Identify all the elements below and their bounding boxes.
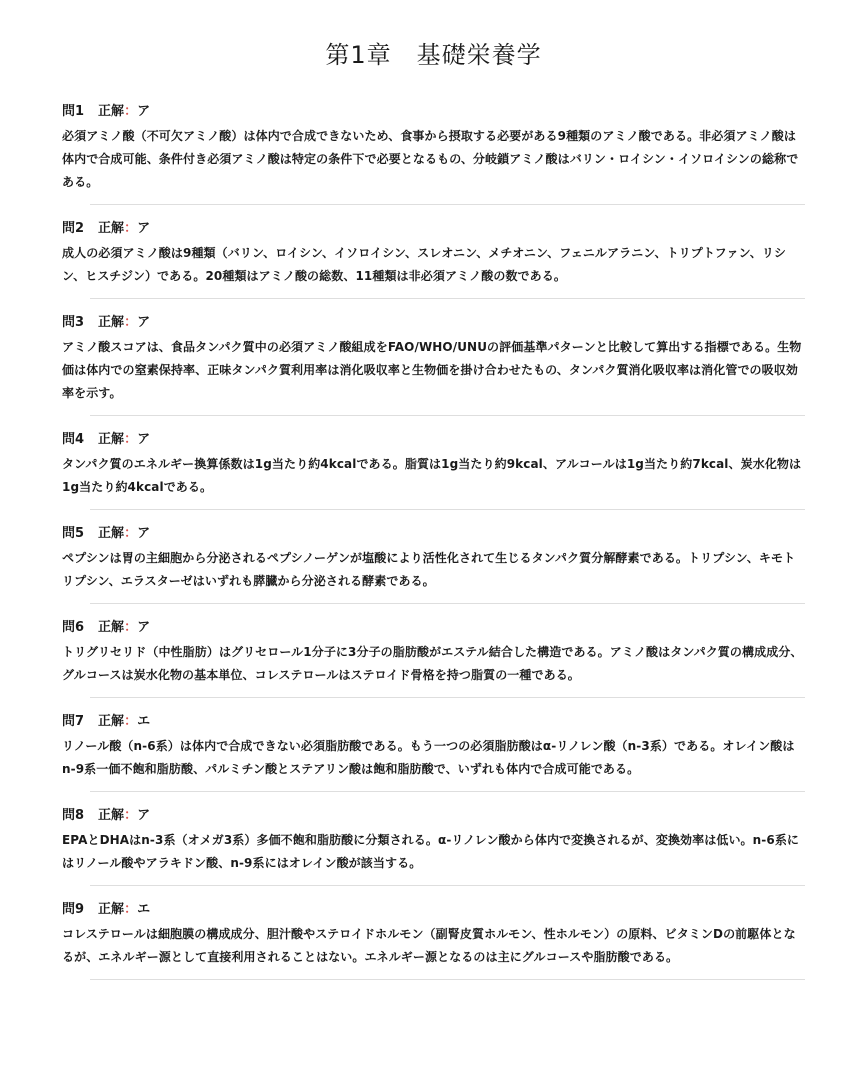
section-divider [90,791,805,792]
question-block [62,524,805,604]
answer-value: ア [137,808,151,823]
question-number: 問8 [62,808,85,823]
answer-value: ア [137,432,151,447]
answer-colon: ： [124,902,138,917]
question-list [62,102,805,980]
question-block [62,313,805,416]
answer-colon: ： [124,104,138,119]
explanation-text: タンパク質のエネルギー換算係数は1g当たり約4kcalである。脂質は1g当たり約9kcal、アルコールは1g当たり約7kcal、炭水化物は1g当たり約4kcalである。 [62,457,802,494]
question-block [62,102,805,205]
section-divider [90,979,805,980]
question-header [62,806,805,826]
answer-label: 正解 [98,526,125,541]
answer-colon: ： [124,808,138,823]
answer-label: 正解 [98,714,125,729]
question-header [62,313,805,333]
answer-colon: ： [124,432,138,447]
explanation-text: コレステロールは細胞膜の構成成分、胆汁酸やステロイドホルモン（副腎皮質ホルモン、性ホルモン）の原料、ビタミンDの前駆体となるが、エネルギー源として直接利用されることはない。エネルギー源となるのは主にグルコースや脂肪酸である。 [62,927,796,964]
explanation-text: リノール酸（n-6系）は体内で合成できない必須脂肪酸である。もう一つの必須脂肪酸はα-リノレン酸（n-3系）である。オレイン酸はn-9系一価不飽和脂肪酸、パルミチン酸とステアリン酸は飽和脂肪酸で、いずれも体内で合成可能である。 [62,739,795,776]
answer-label: 正解 [98,620,125,635]
question-block [62,618,805,698]
question-block [62,712,805,792]
answer-colon: ： [124,526,138,541]
answer-label: 正解 [98,315,125,330]
question-number: 問5 [62,526,85,541]
question-number: 問9 [62,902,85,917]
section-divider [90,204,805,205]
answer-label: 正解 [98,902,125,917]
answer-label: 正解 [98,432,125,447]
question-header [62,712,805,732]
question-header [62,219,805,239]
explanation-text: 成人の必須アミノ酸は9種類（バリン、ロイシン、イソロイシン、スレオニン、メチオニン、フェニルアラニン、トリプトファン、リシン、ヒスチジン）である。20種類はアミノ酸の総数、11種類は非必須アミノ酸の数である。 [62,246,787,283]
question-block [62,430,805,510]
answer-value: ア [137,104,151,119]
explanation-text: 必須アミノ酸（不可欠アミノ酸）は体内で合成できないため、食事から摂取する必要がある9種類のアミノ酸である。非必須アミノ酸は体内で合成可能、条件付き必須アミノ酸は特定の条件下で必要となるもの、分岐鎖アミノ酸はバリン・ロイシン・イソロイシンの総称である。 [62,129,799,189]
question-header [62,618,805,638]
answer-value: ア [137,315,151,330]
question-number: 問2 [62,221,85,236]
answer-label: 正解 [98,808,125,823]
chapter-title: 第1章 基礎栄養学 [325,41,542,69]
section-divider [90,697,805,698]
question-header [62,102,805,122]
answer-value: ア [137,620,151,635]
explanation-text: アミノ酸スコアは、食品タンパク質中の必須アミノ酸組成をFAO/WHO/UNUの評価基準パターンと比較して算出する指標である。生物価は体内での窒素保持率、正味タンパク質利用率は消化吸収率と生物価を掛け合わせたもの、タンパク質消化吸収率は消化管での吸収効率を示す。 [62,340,802,400]
answer-value: エ [137,902,151,917]
answer-value: ア [137,526,151,541]
question-number: 問3 [62,315,85,330]
answer-value: エ [137,714,151,729]
answer-colon: ： [124,620,138,635]
question-block [62,900,805,980]
section-divider [90,509,805,510]
question-number: 問7 [62,714,85,729]
question-block [62,219,805,299]
question-number: 問4 [62,432,85,447]
answer-label: 正解 [98,221,125,236]
question-header [62,524,805,544]
question-block [62,806,805,886]
answer-label: 正解 [98,104,125,119]
answer-colon: ： [124,221,138,236]
explanation-text: ペプシンは胃の主細胞から分泌されるペプシノーゲンが塩酸により活性化されて生じるタンパク質分解酵素である。トリプシン、キモトリプシン、エラスターゼはいずれも膵臓から分泌される酵素である。 [62,551,796,588]
section-divider [90,298,805,299]
answer-value: ア [137,221,151,236]
answer-colon: ： [124,315,138,330]
answer-colon: ： [124,714,138,729]
explanation-text: EPAとDHAはn-3系（オメガ3系）多価不飽和脂肪酸に分類される。α-リノレン酸から体内で変換されるが、変換効率は低い。n-6系にはリノール酸やアラキドン酸、n-9系にはオレイン酸が該当する。 [62,833,800,870]
section-divider [90,415,805,416]
section-divider [90,603,805,604]
question-number: 問6 [62,620,85,635]
question-number: 問1 [62,104,85,119]
section-divider [90,885,805,886]
question-header [62,900,805,920]
question-header [62,430,805,450]
explanation-text: トリグリセリド（中性脂肪）はグリセロール1分子に3分子の脂肪酸がエステル結合した構造である。アミノ酸はタンパク質の構成成分、グルコースは炭水化物の基本単位、コレステロールはステロイド骨格を持つ脂質の一種である。 [62,645,803,682]
